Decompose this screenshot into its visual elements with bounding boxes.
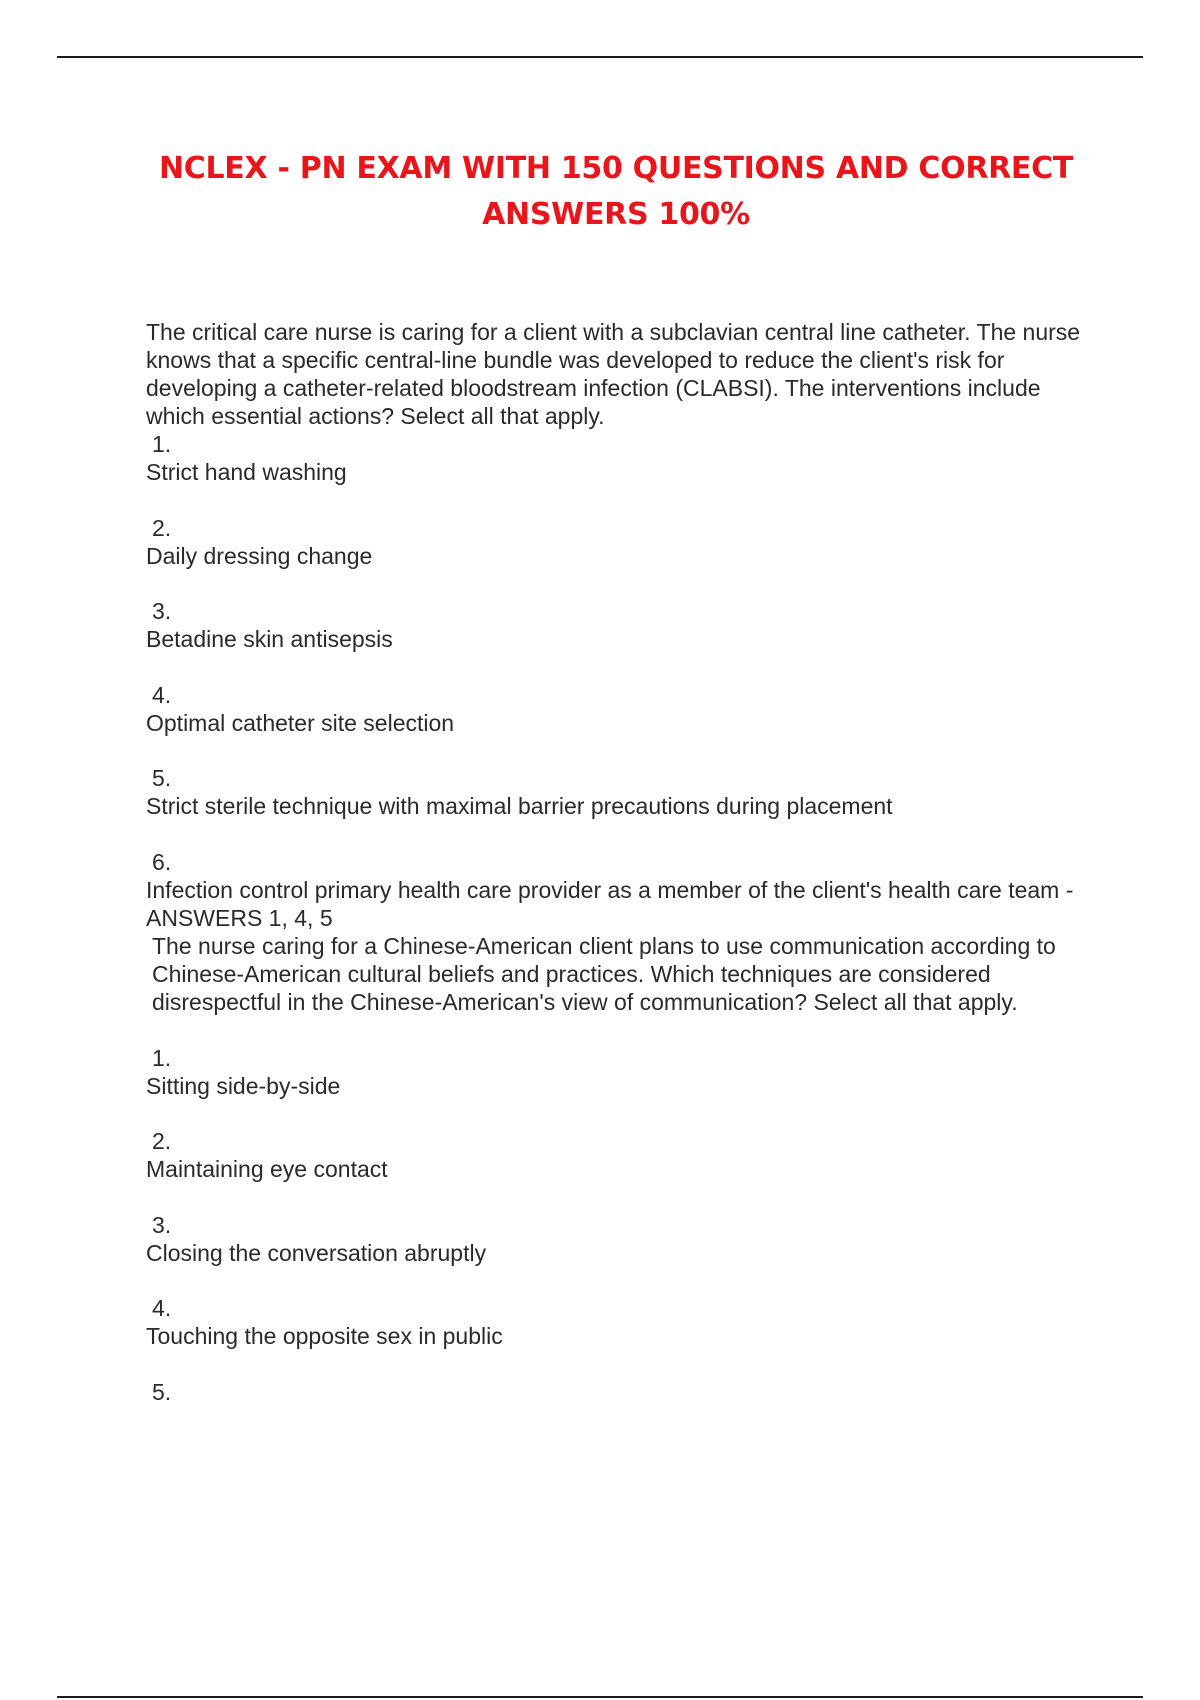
option-text: Touching the opposite sex in public — [146, 1323, 503, 1349]
option-text: Optimal catheter site selection — [146, 710, 455, 736]
option-number: 6. — [152, 849, 172, 875]
option-3 — [146, 1211, 1091, 1267]
option-6 — [146, 848, 1091, 932]
option-2 — [146, 1127, 1091, 1183]
bottom-rule — [57, 1696, 1143, 1698]
option-5 — [146, 764, 1091, 820]
document-body — [146, 318, 1091, 1406]
option-number: 5. — [152, 1379, 172, 1405]
option-number: 3. — [152, 598, 172, 624]
option-number: 1. — [152, 1045, 172, 1071]
question-1 — [146, 318, 1091, 932]
question-2 — [146, 932, 1091, 1406]
question-stem: The critical care nurse is caring for a client with a subclavian central line catheter. The nurse knows that a specific central-line bundle was developed to reduce the client's risk for developing a catheter-related bloodstream infection (CLABSI). The interventions include which essential actions? Select all that apply. — [146, 319, 1081, 429]
option-3 — [146, 597, 1091, 653]
option-text-with-answer: Infection control primary health care provider as a member of the client's health care team - ANSWERS 1, 4, 5 — [146, 877, 1074, 931]
document-title — [100, 146, 1132, 238]
title-line-2: ANSWERS 100% — [482, 197, 750, 232]
option-text: Closing the conversation abruptly — [146, 1240, 487, 1266]
option-5 — [146, 1378, 1091, 1406]
option-number: 4. — [152, 1295, 172, 1321]
top-rule — [57, 56, 1143, 58]
option-1 — [146, 430, 1091, 486]
option-text: Strict sterile technique with maximal barrier precautions during placement — [146, 793, 893, 819]
option-number: 5. — [152, 765, 172, 791]
option-number: 2. — [152, 1128, 172, 1154]
option-number: 2. — [152, 515, 172, 541]
option-text: Strict hand washing — [146, 459, 347, 485]
question-stem: The nurse caring for a Chinese-American client plans to use communication according to Chinese-American cultural beliefs and practices. Which techniques are considered disrespectful in the Chinese-American's view of communication? Select all that apply. — [152, 933, 1056, 1015]
option-1 — [146, 1044, 1091, 1100]
option-text: Maintaining eye contact — [146, 1156, 388, 1182]
option-2 — [146, 514, 1091, 570]
option-number: 4. — [152, 682, 172, 708]
option-number: 1. — [152, 431, 172, 457]
option-text: Daily dressing change — [146, 543, 373, 569]
option-4 — [146, 1294, 1091, 1350]
option-4 — [146, 681, 1091, 737]
title-line-1: NCLEX - PN EXAM WITH 150 QUESTIONS AND CORRECT — [158, 151, 1074, 186]
option-text: Betadine skin antisepsis — [146, 626, 393, 652]
option-number: 3. — [152, 1212, 172, 1238]
option-text: Sitting side-by-side — [146, 1073, 341, 1099]
